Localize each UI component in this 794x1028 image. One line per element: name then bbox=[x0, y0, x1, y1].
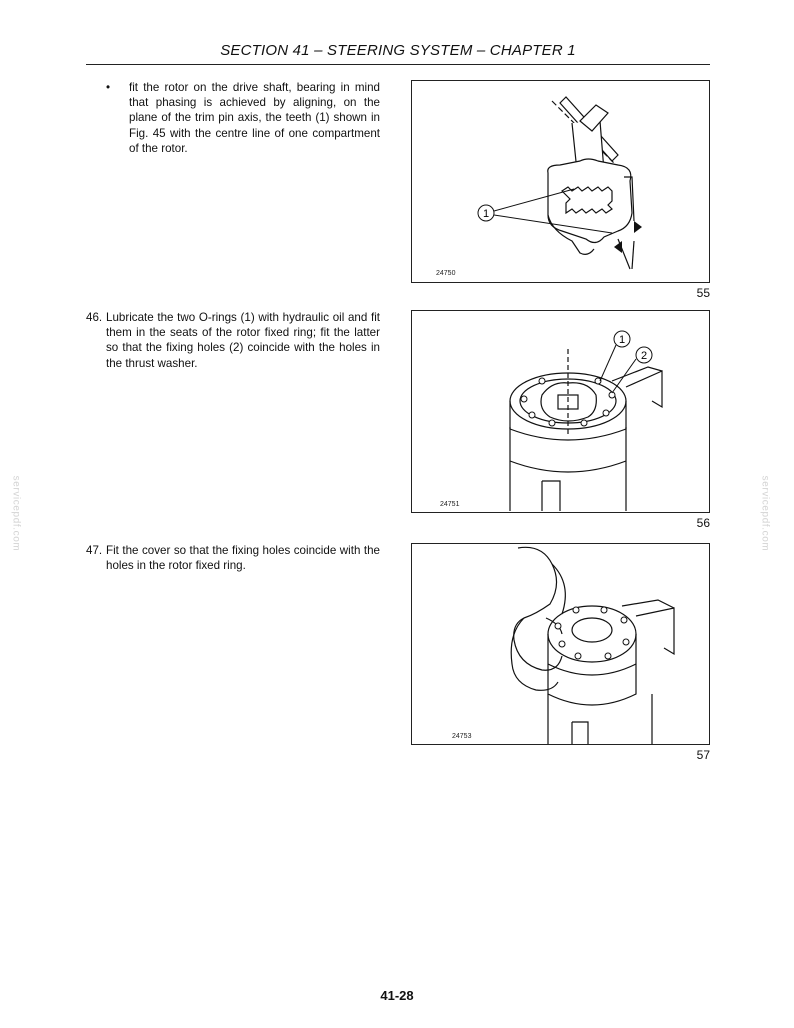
callout-label: 1 bbox=[618, 334, 626, 346]
step-text: fit the rotor on the drive shaft, bearing in mind that phasing is achieved by aligning, on the plane of the trim pin axis, the teeth (1) shown in Fig. 45 with the centre line of one compartment of the rotor. bbox=[129, 81, 380, 155]
section-header: SECTION 41 – STEERING SYSTEM – CHAPTER 1 bbox=[220, 42, 576, 59]
callout-label: 1 bbox=[482, 208, 490, 220]
figure-number: 55 bbox=[696, 286, 710, 300]
figure-code: 24751 bbox=[440, 501, 460, 508]
rotor-drive-shaft-illustration bbox=[412, 81, 711, 284]
rotor-fixed-ring-illustration bbox=[412, 311, 711, 514]
page-number: 41-28 bbox=[380, 988, 414, 1003]
callout-label: 2 bbox=[640, 350, 648, 362]
step-text: Lubricate the two O-rings (1) with hydraulic oil and fit them in the seats of the rotor fixed ring; fit the latter so that the fixing holes (2) coincide with the holes in the thrust washer. bbox=[106, 311, 380, 370]
watermark-left: servicepdf.com bbox=[10, 475, 22, 552]
step-46 bbox=[86, 310, 380, 371]
step-47 bbox=[86, 543, 380, 573]
figure-code: 24753 bbox=[452, 733, 472, 740]
figure-56-rotor-fixed-ring bbox=[411, 310, 710, 513]
step-number: 46. bbox=[86, 311, 103, 324]
step-text: Fit the cover so that the fixing holes coincide with the holes in the rotor fixed ring. bbox=[106, 544, 380, 573]
header-rule bbox=[86, 64, 710, 65]
cover-fitting-illustration bbox=[412, 544, 711, 746]
figure-code: 24750 bbox=[436, 270, 456, 277]
figure-55-rotor-drive-shaft bbox=[411, 80, 710, 283]
figure-57-cover-fitting bbox=[411, 543, 710, 745]
step-bullet bbox=[106, 80, 380, 156]
watermark-right: servicepdf.com bbox=[759, 475, 771, 552]
step-number: 47. bbox=[86, 544, 103, 557]
figure-number: 56 bbox=[696, 516, 710, 530]
figure-number: 57 bbox=[696, 748, 710, 762]
step-marker: • bbox=[106, 81, 111, 94]
